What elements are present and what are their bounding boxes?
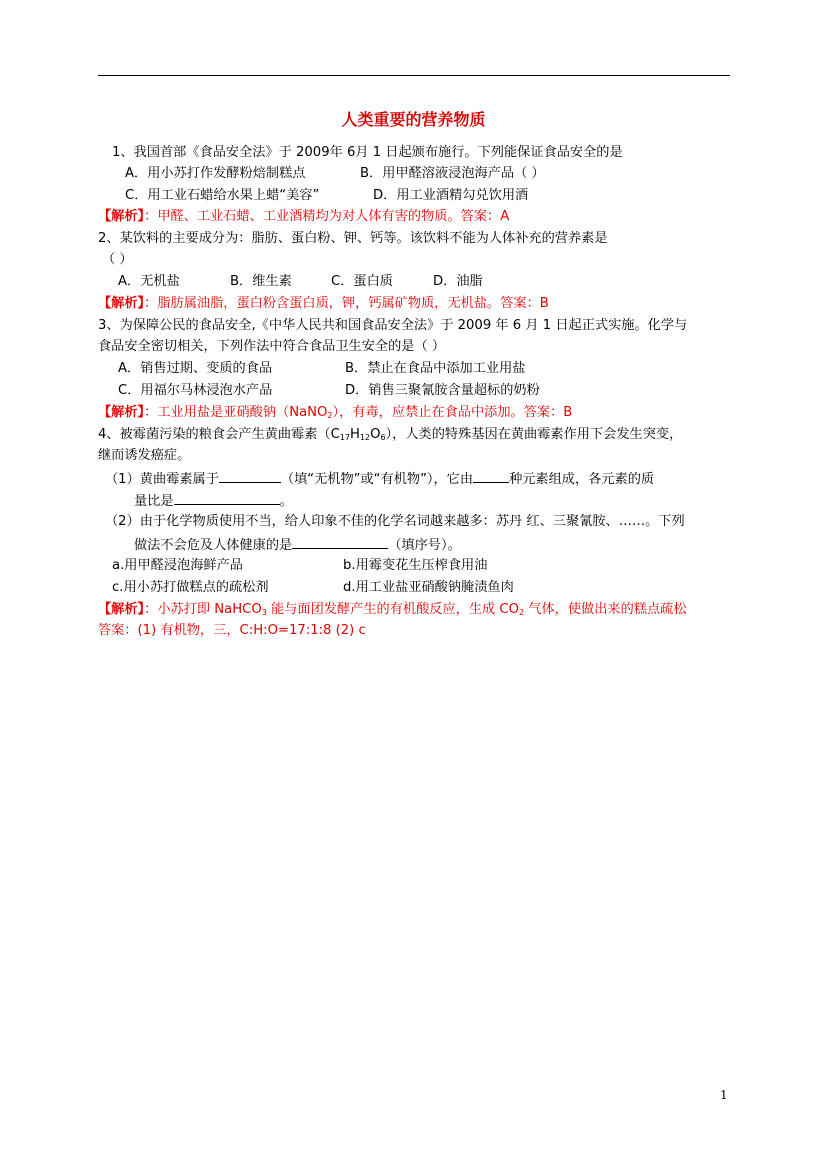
analysis-label: 【解析】 (98, 209, 145, 224)
analysis-subscript: 2 (327, 411, 333, 420)
q4-stem-line2: 继而诱发癌症。 (98, 448, 191, 463)
q4-part1-text-a: （1）黄曲霉素属于 (105, 472, 219, 487)
header-rule (98, 75, 730, 76)
analysis-label: 【解析】 (98, 296, 145, 311)
page-number: 1 (720, 1088, 728, 1102)
q3-option-d: D．销售三聚氰胺含量超标的奶粉 (345, 383, 540, 398)
page-title: 人类重要的营养物质 (341, 110, 486, 129)
formula-subscript: 6 (380, 433, 386, 442)
q4-stem-text-b: ），人类的特殊基因在黄曲霉素作用下会发生突变， (385, 427, 683, 442)
fill-blank-4[interactable] (292, 534, 388, 549)
q4-part2-text-a: 做法不会危及人体健康的是 (134, 538, 293, 553)
q3-option-c: C．用福尔马林浸泡水产品 (118, 383, 273, 398)
q1-stem: 1、我国首部《食品安全法》于 2009年 6月 1 日起颁布施行。下列能保证食品安全的是 (112, 145, 623, 160)
analysis-text-a: ：工业用盐是亚硝酸钠（NaNO (144, 405, 328, 420)
q4-stem-text-a: 4、被霉菌污染的粮食会产生黄曲霉素（C (98, 427, 340, 442)
q4-answer: 答案：(1) 有机物，三，C:H:O=17:1:8 (2) c (98, 623, 366, 638)
analysis-text-b: ），有毒，应禁止在食品中添加。答案：B (332, 405, 573, 420)
q4-option-a: a.用甲醛浸泡海鲜产品 (112, 558, 243, 573)
q2-analysis (98, 294, 549, 314)
analysis-text-b: 能与面团发酵产生的有机酸反应，生成 CO (266, 602, 520, 617)
q4-stem-line1 (98, 425, 682, 445)
q4-analysis (98, 600, 687, 620)
q2-option-b: B．维生素 (230, 274, 292, 289)
q4-part2-line2 (134, 534, 461, 556)
analysis-label: 【解析】 (98, 602, 145, 617)
q2-option-c: C．蛋白质 (331, 274, 393, 289)
q2-answer-paren: （ ） (102, 252, 133, 267)
q3-stem-line2: 食品安全密切相关，下列作法中符合食品卫生安全的是（ ） (98, 339, 446, 354)
formula-subscript: 17 (339, 433, 350, 442)
q4-part1-text-c: 种元素组成，各元素的质 (509, 472, 655, 487)
fill-blank-3[interactable] (174, 490, 280, 505)
q1-option-b: B．用甲醛溶液浸泡海产品（ ） (360, 166, 545, 181)
q4-part2-line1: （2）由于化学物质使用不当，给人印象不佳的化学名词越来越多：苏丹 红、三聚氰胺、……。下列 (105, 514, 685, 529)
analysis-text: ：脂肪属油脂，蛋白粉含蛋白质，钾，钙属矿物质，无机盐。答案：B (144, 296, 549, 311)
q2-option-a: A．无机盐 (118, 274, 180, 289)
q3-analysis (98, 403, 572, 423)
q2-stem: 2、某饮料的主要成分为：脂肪、蛋白粉、钾、钙等。该饮料不能为人体补充的营养素是 (98, 231, 608, 246)
q3-option-b: B．禁止在食品中添加工业用盐 (345, 361, 526, 376)
analysis-text: ：甲醛、工业石蜡、工业酒精均为对人体有害的物质。答案：A (144, 209, 510, 224)
analysis-text-c: 气体，使做出来的糕点疏松 (524, 602, 687, 617)
fill-blank-2[interactable] (473, 468, 509, 483)
q4-option-b: b.用霉变花生压榨食用油 (343, 558, 488, 573)
q2-option-d: D．油脂 (433, 274, 483, 289)
q4-part1-line2 (134, 490, 293, 512)
formula-element: O (370, 427, 381, 442)
q3-stem-line1: 3、为保障公民的食品安全,《中华人民共和国食品安全法》于 2009 年 6 月 1 日起正式实施。化学与 (98, 318, 688, 333)
q4-part2-text-b: （填序号）。 (388, 538, 461, 553)
analysis-text-a: ：小苏打即 NaHCO (144, 602, 262, 617)
q1-option-c: C．用工业石蜡给水果上蜡“美容” (125, 188, 320, 203)
formula-subscript: 3 (261, 608, 267, 617)
analysis-label: 【解析】 (98, 405, 145, 420)
q1-analysis (98, 207, 509, 227)
q4-part1-line1 (105, 468, 654, 490)
q4-part1-text-e: 。 (279, 494, 293, 509)
fill-blank-1[interactable] (219, 468, 281, 483)
formula-element: H (349, 427, 360, 442)
q4-part1-text-b: （填“无机物”或“有机物”），它由 (280, 472, 474, 487)
q1-option-d: D．用工业酒精勾兑饮用酒 (373, 188, 529, 203)
q4-part1-text-d: 量比是 (134, 494, 174, 509)
formula-subscript: 2 (519, 608, 525, 617)
q4-option-d: d.用工业盐亚硝酸钠腌渍鱼肉 (343, 580, 514, 595)
q3-option-a: A．销售过期、变质的食品 (118, 361, 273, 376)
formula-subscript: 12 (359, 433, 371, 442)
q1-option-a: A．用小苏打作发酵粉焙制糕点 (125, 166, 306, 181)
q4-option-c: c.用小苏打做糕点的疏松剂 (112, 580, 269, 595)
